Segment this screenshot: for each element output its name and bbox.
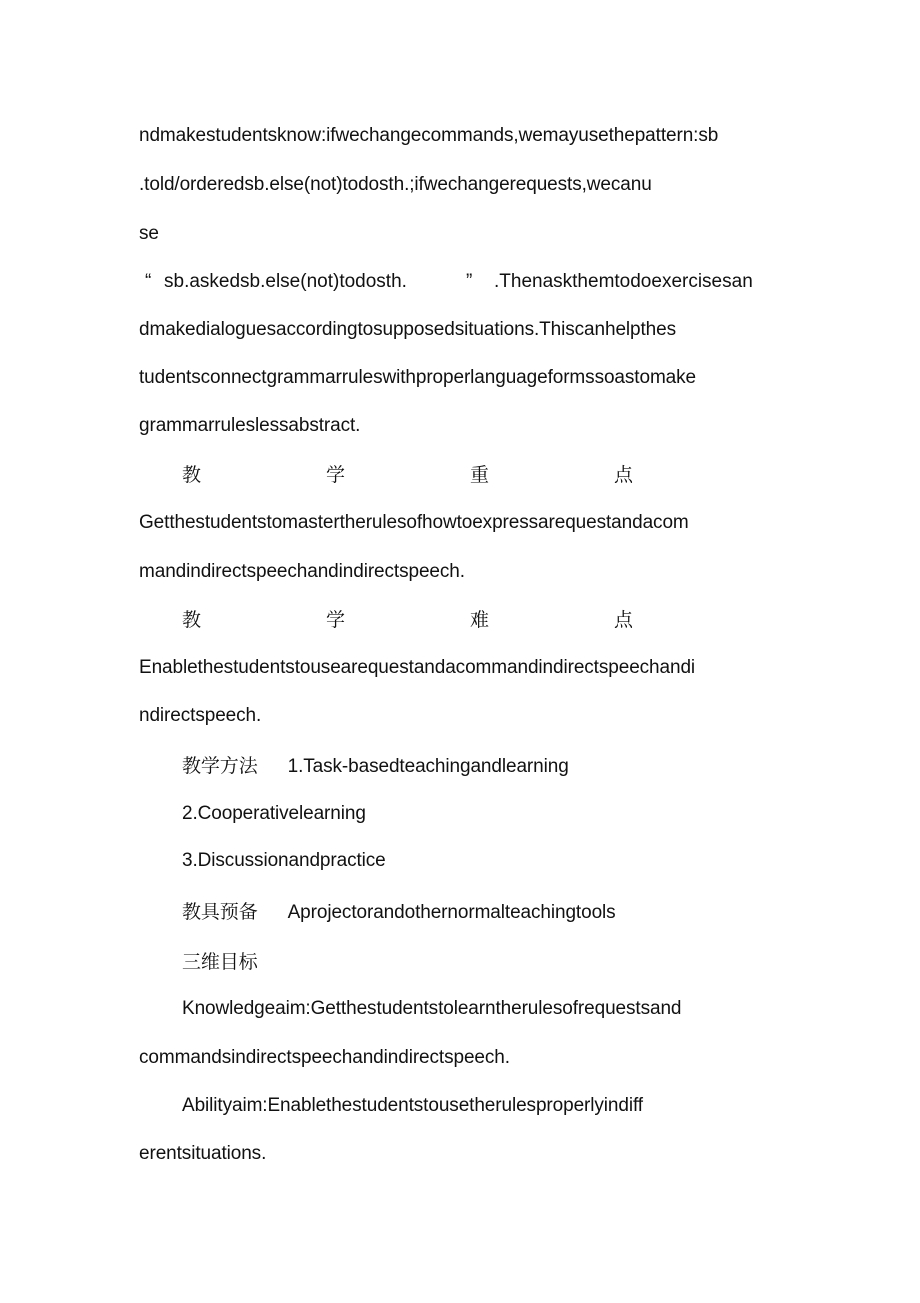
tools-label: 教具预备	[182, 901, 258, 923]
method-item: 2.Cooperativelearning	[182, 803, 366, 824]
methods-label: 教学方法	[182, 755, 258, 777]
text-line: Enablethestudentstousearequestandacommandindirectspeechandi	[139, 657, 696, 678]
text-line: commandsindirectspeechandindirectspeech.	[139, 1047, 510, 1068]
text-line: .Thenaskthemtodoexercisesan	[494, 271, 753, 292]
heading-char: 学	[326, 464, 346, 486]
open-quote: “	[145, 271, 152, 292]
heading-char: 点	[614, 464, 634, 486]
tools-line	[182, 899, 616, 926]
objectives-heading: 三维目标	[182, 951, 258, 973]
method-item: 1.Task-basedteachingandlearning	[287, 756, 569, 777]
heading-char: 教	[182, 464, 202, 486]
tools-value: Aprojectorandothernormalteachingtools	[287, 902, 616, 923]
heading-char: 教	[182, 609, 202, 631]
text-line: ndmakestudentsknow:ifwechangecommands,wemayusethepattern:sb	[139, 125, 719, 146]
heading-char: 点	[614, 609, 634, 631]
close-quote: ”	[466, 271, 473, 292]
text-line: dmakedialoguesaccordingtosupposedsituations.Thiscanhelpthes	[139, 319, 677, 340]
text-line: Knowledgeaim:Getthestudentstolearntherulesofrequestsand	[182, 998, 682, 1019]
text-line: se	[139, 223, 159, 244]
text-line: tudentsconnectgrammarruleswithproperlanguageformssoastomake	[139, 367, 697, 388]
methods-line	[182, 753, 569, 780]
text-line: grammarruleslessabstract.	[139, 415, 361, 436]
text-line: mandindirectspeechandindirectspeech.	[139, 561, 465, 582]
quoted-pattern: sb.askedsb.else(not)todosth.	[164, 271, 407, 292]
text-line: .told/orderedsb.else(not)todosth.;ifwechangerequests,wecanu	[139, 174, 652, 195]
text-line: erentsituations.	[139, 1143, 267, 1164]
heading-char: 学	[326, 609, 346, 631]
text-line: Getthestudentstomastertherulesofhowtoexpressarequestandacom	[139, 512, 689, 533]
text-line: Abilityaim:Enablethestudentstousetherulesproperlyindiff	[182, 1095, 643, 1116]
heading-char: 难	[470, 609, 490, 631]
method-item: 3.Discussionandpractice	[182, 850, 386, 871]
text-line: ndirectspeech.	[139, 705, 262, 726]
heading-char: 重	[470, 464, 490, 486]
